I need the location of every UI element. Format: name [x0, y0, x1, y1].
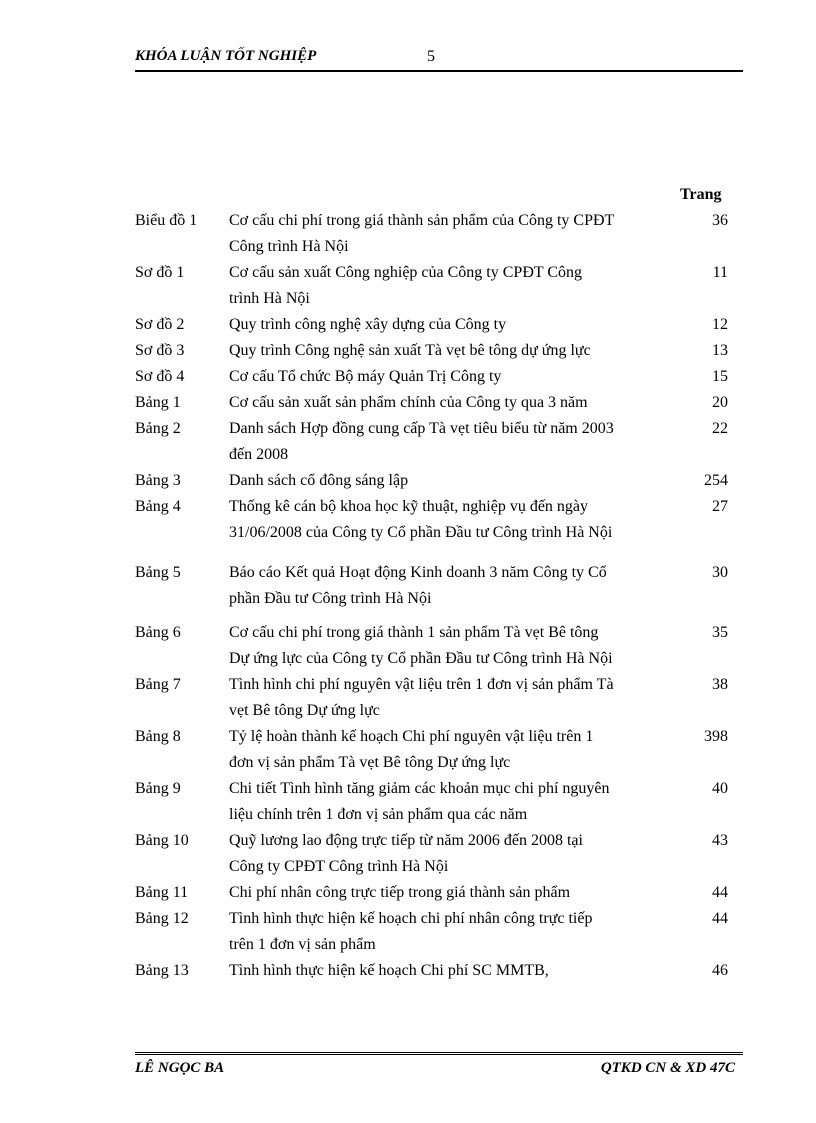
- entry-description: [229, 364, 669, 390]
- entry-description: [229, 672, 669, 724]
- entry-description: [229, 776, 669, 828]
- entry-description: [229, 338, 669, 364]
- entry-label: Bảng 8: [135, 728, 181, 745]
- entry-label: Sơ đồ 2: [135, 316, 185, 333]
- class-name: QTKD CN & XD 47C: [600, 1060, 735, 1076]
- entry-page-number: 15: [712, 368, 728, 385]
- entry-description-line: Cơ cấu sản xuất Công nghiệp của Công ty CPĐT Công: [229, 264, 583, 281]
- entry-page-number: 30: [712, 564, 728, 581]
- entry-description-line: phần Đầu tư Công trình Hà Nội: [229, 590, 432, 607]
- entry-description: [229, 390, 669, 416]
- entry-description-line: đến 2008: [229, 446, 289, 463]
- entry-page-number: 44: [712, 884, 728, 901]
- entry-page-number: 22: [712, 420, 728, 437]
- entry-label: Bảng 4: [135, 498, 181, 515]
- entry-description-line: Quỹ lương lao động trực tiếp từ năm 2006 đến 2008 tại: [229, 832, 583, 849]
- entry-description: [229, 724, 669, 776]
- entry-page-number: 12: [712, 316, 728, 333]
- entry-description: [229, 208, 669, 260]
- page-footer: [135, 1052, 743, 1083]
- entry-page-number: 36: [712, 212, 728, 229]
- thesis-title: KHÓA LUẬN TỐT NGHIỆP: [135, 48, 317, 64]
- entry-description-line: Quy trình công nghệ xây dựng của Công ty: [229, 316, 507, 333]
- entry-page-number: 44: [712, 910, 728, 927]
- entry-description-line: Quy trình Công nghệ sản xuất Tà vẹt bê tông dự ứng lực: [229, 342, 591, 359]
- entry-description-line: Cơ cấu chi phí trong giá thành 1 sản phẩm Tà vẹt Bê tông: [229, 624, 599, 641]
- entry-description-line: Cơ cấu Tổ chức Bộ máy Quản Trị Công ty: [229, 368, 502, 385]
- entry-description-line: liệu chính trên 1 đơn vị sản phẩm qua các năm: [229, 806, 528, 823]
- entry-description-line: Danh sách Hợp đồng cung cấp Tà vẹt tiêu biểu từ năm 2003: [229, 420, 614, 437]
- entry-description-line: Dự ứng lực của Công ty Cổ phần Đầu tư Công trình Hà Nội: [229, 650, 613, 667]
- entry-description-line: Tỷ lệ hoàn thành kế hoạch Chi phí nguyên vật liệu trên 1: [229, 728, 594, 745]
- entry-label: Sơ đồ 3: [135, 342, 185, 359]
- entry-description: [229, 560, 669, 612]
- entry-page-number: 20: [712, 394, 728, 411]
- entry-label: Bảng 12: [135, 910, 189, 927]
- entry-description: [229, 312, 669, 338]
- entry-label: Sơ đồ 1: [135, 264, 185, 281]
- entry-description-line: Thống kê cán bộ khoa học kỹ thuật, nghiệp vụ đến ngày: [229, 498, 589, 515]
- entry-description-line: vẹt Bê tông Dự ứng lực: [229, 702, 380, 719]
- entry-description-line: Chi tiết Tình hình tăng giảm các khoản mục chi phí nguyên: [229, 780, 610, 797]
- page-number: 5: [427, 48, 435, 65]
- entry-label: Sơ đồ 4: [135, 368, 185, 385]
- page-column-heading: Trang: [680, 186, 722, 203]
- entry-description-line: trên 1 đơn vị sản phẩm: [229, 936, 376, 953]
- entry-description-line: Công ty CPĐT Công trình Hà Nội: [229, 858, 449, 875]
- entry-label: Bảng 5: [135, 564, 181, 581]
- entry-description: [229, 260, 669, 312]
- entry-description-line: Cơ cấu chi phí trong giá thành sản phẩm của Công ty CPĐT: [229, 212, 615, 229]
- entry-description-line: Tình hình thực hiện kế hoạch chi phí nhân công trực tiếp: [229, 910, 593, 927]
- entry-description: [229, 828, 669, 880]
- entry-page-number: 13: [712, 342, 728, 359]
- entry-label: Biểu đồ 1: [135, 212, 198, 229]
- entry-page-number: 40: [712, 780, 728, 797]
- entry-description-line: Tình hình chi phí nguyên vật liệu trên 1 đơn vị sản phẩm Tà: [229, 676, 614, 693]
- entry-description: [229, 958, 669, 984]
- entry-page-number: 46: [712, 962, 728, 979]
- entry-label: Bảng 2: [135, 420, 181, 437]
- entry-label: Bảng 1: [135, 394, 181, 411]
- entry-description-line: Chi phí nhân công trực tiếp trong giá thành sản phẩm: [229, 884, 571, 901]
- entry-label: Bảng 11: [135, 884, 189, 901]
- entry-description: [229, 494, 669, 546]
- entry-label: Bảng 3: [135, 472, 181, 489]
- entry-description-line: đơn vị sản phẩm Tà vẹt Bê tông Dự ứng lực: [229, 754, 511, 771]
- author-name: LÊ NGỌC BA: [135, 1060, 225, 1076]
- entry-description-line: Danh sách cổ đông sáng lập: [229, 472, 409, 489]
- entry-description-line: trình Hà Nội: [229, 290, 310, 307]
- entry-page-number: 254: [704, 472, 728, 489]
- entry-description-line: Tình hình thực hiện kế hoạch Chi phí SC MMTB,: [229, 962, 549, 979]
- entry-label: Bảng 10: [135, 832, 189, 849]
- entry-description-line: Cơ cấu sản xuất sản phẩm chính của Công ty qua 3 năm: [229, 394, 588, 411]
- entry-page-number: 35: [712, 624, 728, 641]
- entry-page-number: 38: [712, 676, 728, 693]
- entry-description: [229, 416, 669, 468]
- entry-page-number: 11: [712, 264, 728, 281]
- entry-page-number: 43: [712, 832, 728, 849]
- entry-description: [229, 468, 669, 494]
- page-header: [135, 48, 743, 72]
- entry-label: Bảng 6: [135, 624, 181, 641]
- entry-description: [229, 880, 669, 906]
- entry-description: [229, 906, 669, 958]
- entry-description-line: Báo cáo Kết quả Hoạt động Kinh doanh 3 năm Công ty Cổ: [229, 564, 607, 581]
- entry-description: [229, 620, 669, 672]
- entry-page-number: 27: [712, 498, 728, 515]
- entry-description-line: Công trình Hà Nội: [229, 238, 349, 255]
- entry-label: Bảng 13: [135, 962, 189, 979]
- entry-description-line: 31/06/2008 của Công ty Cổ phần Đầu tư Công trình Hà Nội: [229, 524, 613, 541]
- entry-label: Bảng 9: [135, 780, 181, 797]
- entry-label: Bảng 7: [135, 676, 181, 693]
- entry-page-number: 398: [704, 728, 728, 745]
